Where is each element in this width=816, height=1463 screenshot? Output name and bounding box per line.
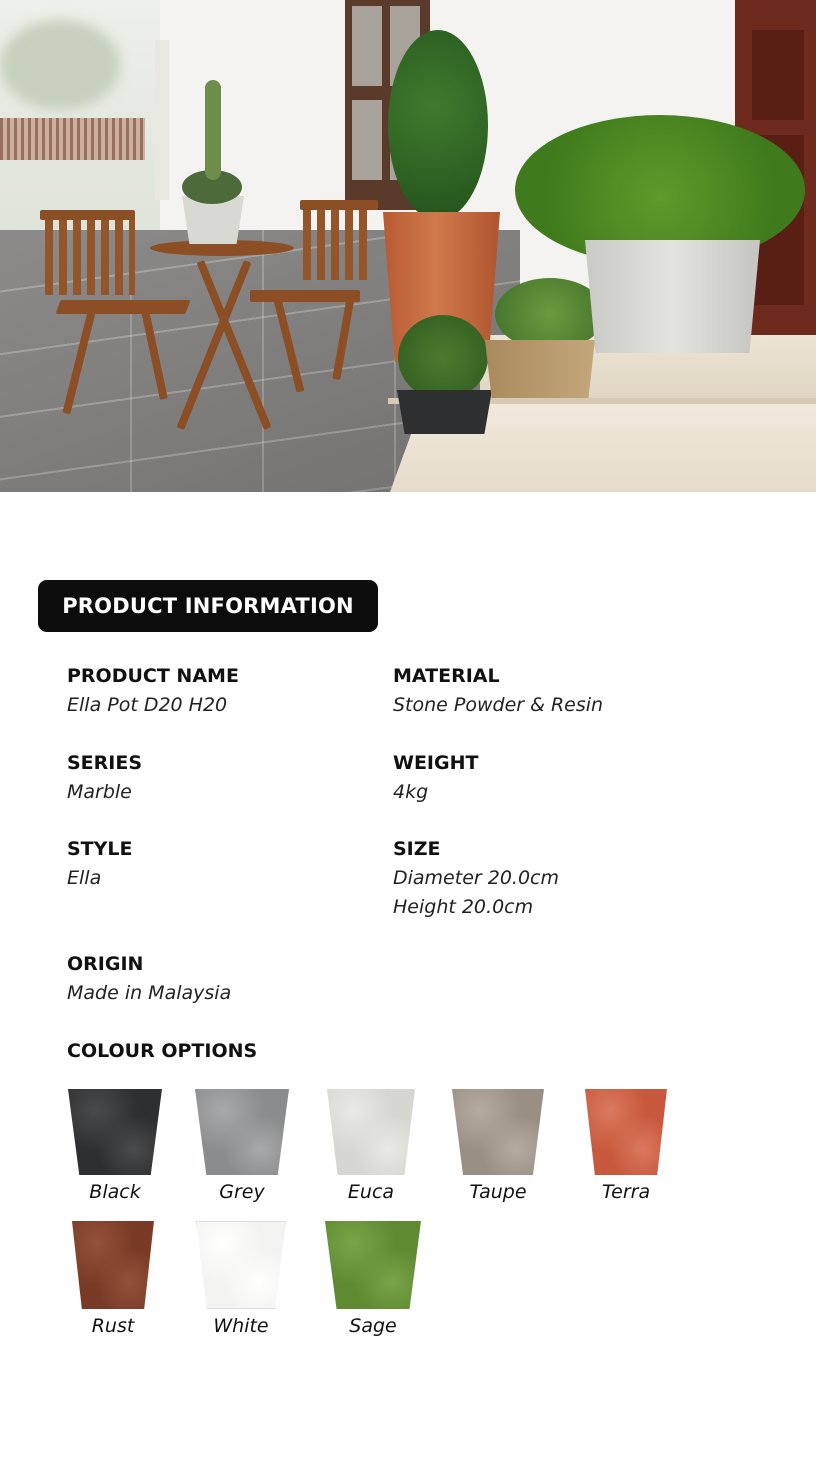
field-origin — [67, 950, 231, 1008]
field-label: MATERIAL — [393, 665, 500, 687]
field-value: Ella — [67, 867, 102, 889]
product-information-header: PRODUCT INFORMATION — [38, 580, 378, 632]
chair-back-left — [45, 215, 135, 295]
swatch-pot-icon — [196, 1221, 286, 1309]
colour-option-white[interactable] — [186, 1221, 296, 1339]
swatch-pot-icon — [452, 1089, 544, 1175]
chair-top-rail — [300, 200, 378, 210]
field-series — [67, 749, 142, 807]
field-material — [393, 662, 603, 720]
field-value-height: Height 20.0cm — [393, 896, 534, 918]
window-pane — [352, 6, 382, 86]
taupe-trough-pot — [485, 340, 595, 398]
field-label: PRODUCT NAME — [67, 665, 239, 687]
field-weight — [393, 749, 478, 807]
background-fence — [0, 118, 145, 160]
yellow-flower-plant — [495, 278, 605, 350]
large-grey-planter — [585, 240, 760, 353]
field-label: SERIES — [67, 752, 143, 774]
swatch-label: Rust — [91, 1315, 135, 1337]
field-value: Stone Powder & Resin — [393, 694, 604, 716]
swatch-label: Terra — [601, 1181, 651, 1203]
swatch-pot-icon — [195, 1089, 289, 1175]
swatch-label: Black — [89, 1181, 141, 1203]
colour-option-black[interactable] — [60, 1089, 170, 1205]
field-label: STYLE — [67, 838, 133, 860]
swatch-label: Euca — [347, 1181, 395, 1203]
orchid-stem — [205, 80, 221, 180]
chair-back-right — [303, 205, 373, 280]
swatch-label: White — [213, 1315, 269, 1337]
colour-option-euca[interactable] — [316, 1089, 426, 1205]
small-black-pot — [397, 390, 492, 434]
swatch-label: Grey — [219, 1181, 265, 1203]
swatch-pot-icon — [585, 1089, 667, 1175]
field-product-name — [67, 662, 239, 720]
swatch-pot-icon — [327, 1089, 415, 1175]
field-value: Marble — [67, 781, 132, 803]
door-panel — [752, 30, 804, 120]
swatch-pot-icon — [68, 1089, 162, 1175]
colour-option-terra[interactable] — [571, 1089, 681, 1205]
window-pane — [352, 100, 382, 180]
field-value-diameter: Diameter 20.0cm — [393, 867, 559, 889]
swatch-label: Sage — [349, 1315, 397, 1337]
field-label: WEIGHT — [393, 752, 479, 774]
chair-seat-left — [55, 300, 190, 314]
field-label: SIZE — [393, 838, 441, 860]
colour-options-title: COLOUR OPTIONS — [67, 1040, 258, 1062]
colour-option-sage[interactable] — [318, 1221, 428, 1339]
swatch-pot-icon — [325, 1221, 421, 1309]
swatch-pot-icon — [72, 1221, 154, 1309]
swatch-label: Taupe — [469, 1181, 527, 1203]
topiary-tree — [388, 30, 488, 220]
field-style — [67, 835, 133, 893]
field-value: Made in Malaysia — [67, 982, 232, 1004]
field-value: Ella Pot D20 H20 — [67, 694, 228, 716]
hero-photo — [0, 0, 816, 492]
pillar — [155, 40, 169, 200]
field-size — [393, 835, 559, 922]
field-label: ORIGIN — [67, 953, 144, 975]
chair-seat-right — [250, 290, 360, 302]
chair-top-rail — [40, 210, 135, 220]
field-value: 4kg — [393, 781, 429, 803]
colour-option-rust[interactable] — [58, 1221, 168, 1339]
colour-option-taupe[interactable] — [443, 1089, 553, 1205]
colour-option-grey[interactable] — [187, 1089, 297, 1205]
flowering-plant — [398, 315, 488, 400]
background-tree — [0, 20, 120, 110]
